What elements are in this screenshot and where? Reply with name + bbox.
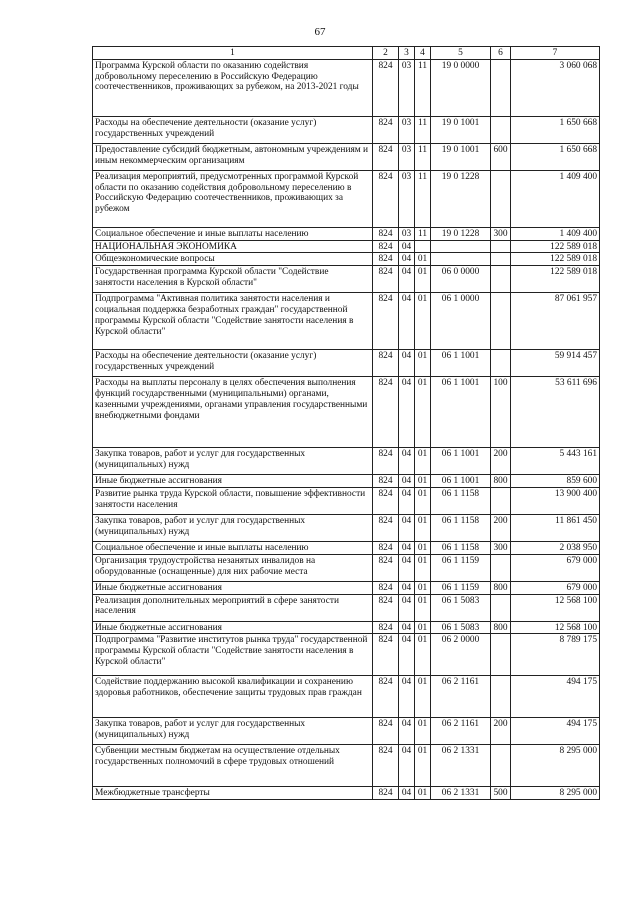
section-code-cell: 04 (399, 487, 415, 514)
target-article-cell (431, 240, 491, 253)
subsection-code-cell: 01 (415, 514, 431, 541)
target-article-cell: 19 0 1001 (431, 116, 491, 143)
section-code-cell: 04 (399, 594, 415, 621)
section-code-cell: 03 (399, 59, 415, 116)
subsection-code-cell: 11 (415, 170, 431, 227)
ved-code-cell: 824 (373, 227, 399, 240)
row-name-cell: Закупка товаров, работ и услуг для государственных (муниципальных) нужд (93, 514, 373, 541)
ved-code-cell: 824 (373, 240, 399, 253)
expense-type-cell: 200 (491, 448, 511, 475)
expense-type-cell (491, 676, 511, 718)
ved-code-cell: 824 (373, 634, 399, 676)
amount-cell: 8 789 175 (511, 634, 600, 676)
target-article-cell: 06 2 1161 (431, 676, 491, 718)
amount-cell: 1 409 400 (511, 170, 600, 227)
column-header: 6 (491, 47, 511, 60)
target-article-cell: 06 2 1331 (431, 787, 491, 800)
ved-code-cell: 824 (373, 170, 399, 227)
amount-cell: 122 589 018 (511, 240, 600, 253)
section-code-cell: 04 (399, 448, 415, 475)
expense-type-cell (491, 594, 511, 621)
expense-type-cell (491, 240, 511, 253)
table-row (93, 514, 600, 541)
section-code-cell: 04 (399, 634, 415, 676)
row-name-cell: Содействие поддержанию высокой квалификации и сохранению здоровья работников, обеспечение защиты трудовых прав граждан (93, 676, 373, 718)
expense-type-cell: 300 (491, 227, 511, 240)
section-code-cell: 04 (399, 581, 415, 594)
section-code-cell: 03 (399, 143, 415, 170)
subsection-code-cell: 01 (415, 253, 431, 266)
subsection-code-cell: 01 (415, 377, 431, 448)
target-article-cell: 06 1 1001 (431, 377, 491, 448)
section-code-cell: 04 (399, 718, 415, 745)
table-row (93, 621, 600, 634)
row-name-cell: Закупка товаров, работ и услуг для государственных (муниципальных) нужд (93, 448, 373, 475)
target-article-cell: 06 2 1331 (431, 745, 491, 787)
row-name-cell: Социальное обеспечение и иные выплаты населению (93, 227, 373, 240)
expense-type-cell (491, 634, 511, 676)
ved-code-cell: 824 (373, 514, 399, 541)
table-header-row (93, 47, 600, 60)
target-article-cell: 06 1 1159 (431, 554, 491, 581)
target-article-cell: 06 2 1161 (431, 718, 491, 745)
column-header: 1 (93, 47, 373, 60)
subsection-code-cell: 01 (415, 718, 431, 745)
table-row (93, 581, 600, 594)
section-code-cell: 04 (399, 350, 415, 377)
amount-cell: 8 295 000 (511, 787, 600, 800)
subsection-code-cell: 01 (415, 634, 431, 676)
ved-code-cell: 824 (373, 293, 399, 350)
subsection-code-cell: 01 (415, 293, 431, 350)
row-name-cell: Иные бюджетные ассигнования (93, 581, 373, 594)
subsection-code-cell: 01 (415, 621, 431, 634)
expense-type-cell (491, 59, 511, 116)
row-name-cell: Общеэкономические вопросы (93, 253, 373, 266)
expense-type-cell: 500 (491, 787, 511, 800)
table-row (93, 59, 600, 116)
row-name-cell: Социальное обеспечение и иные выплаты населению (93, 541, 373, 554)
expense-type-cell: 600 (491, 143, 511, 170)
row-name-cell: Закупка товаров, работ и услуг для государственных (муниципальных) нужд (93, 718, 373, 745)
page-number: 67 (314, 26, 326, 38)
expense-type-cell: 800 (491, 475, 511, 488)
expense-type-cell: 800 (491, 621, 511, 634)
row-name-cell: Развитие рынка труда Курской области, повышение эффективности занятости населения (93, 487, 373, 514)
ved-code-cell: 824 (373, 266, 399, 293)
ved-code-cell: 824 (373, 487, 399, 514)
ved-code-cell: 824 (373, 581, 399, 594)
ved-code-cell: 824 (373, 253, 399, 266)
section-code-cell: 03 (399, 116, 415, 143)
ved-code-cell: 824 (373, 676, 399, 718)
row-name-cell: Программа Курской области по оказанию содействия добровольному переселению в Российскую Федерацию соотечественников, проживающих за рубежом, на 2013-2021 годы (93, 59, 373, 116)
amount-cell: 12 568 100 (511, 594, 600, 621)
expense-type-cell: 100 (491, 377, 511, 448)
section-code-cell: 04 (399, 293, 415, 350)
expense-type-cell (491, 293, 511, 350)
amount-cell: 1 409 400 (511, 227, 600, 240)
budget-table (92, 46, 600, 800)
subsection-code-cell: 01 (415, 448, 431, 475)
amount-cell: 8 295 000 (511, 745, 600, 787)
section-code-cell: 04 (399, 266, 415, 293)
column-header: 4 (415, 47, 431, 60)
target-article-cell: 06 1 1158 (431, 514, 491, 541)
ved-code-cell: 824 (373, 448, 399, 475)
table-row (93, 475, 600, 488)
ved-code-cell: 824 (373, 541, 399, 554)
section-code-cell: 04 (399, 253, 415, 266)
amount-cell: 12 568 100 (511, 621, 600, 634)
ved-code-cell: 824 (373, 377, 399, 448)
table-row (93, 718, 600, 745)
row-name-cell: Расходы на выплаты персоналу в целях обеспечения выполнения функций государственными (муниципальными) органами, казенными учреждениями, органами управления государственными внебюджетными фондами (93, 377, 373, 448)
ved-code-cell: 824 (373, 475, 399, 488)
expense-type-cell (491, 745, 511, 787)
row-name-cell: Субвенции местным бюджетам на осуществление отдельных государственных полномочий в сфере трудовых отношений (93, 745, 373, 787)
subsection-code-cell: 01 (415, 676, 431, 718)
table-row (93, 253, 600, 266)
row-name-cell: Подпрограмма "Активная политика занятости населения и социальная поддержка безработных граждан" государственной программы Курской области "Содействие занятости населения в Курской области" (93, 293, 373, 350)
row-name-cell: Реализация дополнительных мероприятий в сфере занятости населения (93, 594, 373, 621)
column-header: 2 (373, 47, 399, 60)
table-row (93, 227, 600, 240)
section-code-cell: 04 (399, 377, 415, 448)
expense-type-cell (491, 253, 511, 266)
subsection-code-cell: 01 (415, 594, 431, 621)
section-code-cell: 03 (399, 170, 415, 227)
target-article-cell: 06 1 1158 (431, 541, 491, 554)
amount-cell: 53 611 696 (511, 377, 600, 448)
ved-code-cell: 824 (373, 143, 399, 170)
target-article-cell: 06 0 0000 (431, 266, 491, 293)
row-name-cell: Расходы на обеспечение деятельности (оказание услуг) государственных учреждений (93, 116, 373, 143)
target-article-cell (431, 253, 491, 266)
amount-cell: 122 589 018 (511, 253, 600, 266)
section-code-cell: 04 (399, 745, 415, 787)
column-header: 3 (399, 47, 415, 60)
target-article-cell: 19 0 1001 (431, 143, 491, 170)
table-body (93, 59, 600, 799)
amount-cell: 2 038 950 (511, 541, 600, 554)
table-row (93, 350, 600, 377)
amount-cell: 1 650 668 (511, 143, 600, 170)
amount-cell: 494 175 (511, 718, 600, 745)
subsection-code-cell: 01 (415, 787, 431, 800)
subsection-code-cell: 01 (415, 487, 431, 514)
table-row (93, 240, 600, 253)
table-row (93, 448, 600, 475)
section-code-cell: 04 (399, 554, 415, 581)
ved-code-cell: 824 (373, 594, 399, 621)
amount-cell: 3 060 068 (511, 59, 600, 116)
subsection-code-cell: 01 (415, 745, 431, 787)
amount-cell: 679 000 (511, 554, 600, 581)
ved-code-cell: 824 (373, 350, 399, 377)
table-row (93, 170, 600, 227)
row-name-cell: Реализация мероприятий, предусмотренных программой Курской области по оказанию содействия добровольному переселению в Российскую Федерацию соотечественников, проживающих за рубежом (93, 170, 373, 227)
expense-type-cell (491, 554, 511, 581)
target-article-cell: 19 0 1228 (431, 227, 491, 240)
expense-type-cell: 200 (491, 718, 511, 745)
subsection-code-cell: 01 (415, 266, 431, 293)
section-code-cell: 04 (399, 676, 415, 718)
target-article-cell: 19 0 0000 (431, 59, 491, 116)
section-code-cell: 04 (399, 787, 415, 800)
subsection-code-cell: 01 (415, 350, 431, 377)
expense-type-cell: 200 (491, 514, 511, 541)
table-row (93, 377, 600, 448)
row-name-cell: НАЦИОНАЛЬНАЯ ЭКОНОМИКА (93, 240, 373, 253)
subsection-code-cell: 11 (415, 116, 431, 143)
target-article-cell: 06 1 1001 (431, 475, 491, 488)
subsection-code-cell: 01 (415, 541, 431, 554)
row-name-cell: Подпрограмма "Развитие институтов рынка труда" государственной программы Курской области "Содействие занятости населения в Курской области" (93, 634, 373, 676)
expense-type-cell (491, 116, 511, 143)
table-row (93, 487, 600, 514)
target-article-cell: 06 1 1001 (431, 350, 491, 377)
amount-cell: 122 589 018 (511, 266, 600, 293)
table-row (93, 634, 600, 676)
ved-code-cell: 824 (373, 554, 399, 581)
subsection-code-cell: 01 (415, 475, 431, 488)
section-code-cell: 04 (399, 514, 415, 541)
row-name-cell: Иные бюджетные ассигнования (93, 621, 373, 634)
subsection-code-cell: 11 (415, 143, 431, 170)
row-name-cell: Организация трудоустройства незанятых инвалидов на оборудованные (оснащенные) для них рабочие места (93, 554, 373, 581)
expense-type-cell (491, 266, 511, 293)
subsection-code-cell (415, 240, 431, 253)
target-article-cell: 19 0 1228 (431, 170, 491, 227)
ved-code-cell: 824 (373, 621, 399, 634)
ved-code-cell: 824 (373, 745, 399, 787)
section-code-cell: 03 (399, 227, 415, 240)
target-article-cell: 06 1 1001 (431, 448, 491, 475)
expense-type-cell: 300 (491, 541, 511, 554)
subsection-code-cell: 11 (415, 59, 431, 116)
column-header: 5 (431, 47, 491, 60)
expense-type-cell (491, 350, 511, 377)
amount-cell: 859 600 (511, 475, 600, 488)
subsection-code-cell: 11 (415, 227, 431, 240)
amount-cell: 11 861 450 (511, 514, 600, 541)
subsection-code-cell: 01 (415, 581, 431, 594)
section-code-cell: 04 (399, 240, 415, 253)
table-row (93, 554, 600, 581)
target-article-cell: 06 1 5083 (431, 594, 491, 621)
ved-code-cell: 824 (373, 718, 399, 745)
table-row (93, 116, 600, 143)
target-article-cell: 06 1 1158 (431, 487, 491, 514)
expense-type-cell (491, 170, 511, 227)
section-code-cell: 04 (399, 621, 415, 634)
ved-code-cell: 824 (373, 787, 399, 800)
table-row (93, 745, 600, 787)
table-row (93, 676, 600, 718)
row-name-cell: Расходы на обеспечение деятельности (оказание услуг) государственных учреждений (93, 350, 373, 377)
target-article-cell: 06 1 0000 (431, 293, 491, 350)
row-name-cell: Межбюджетные трансферты (93, 787, 373, 800)
table-row (93, 594, 600, 621)
row-name-cell: Государственная программа Курской области "Содействие занятости населения в Курской области" (93, 266, 373, 293)
ved-code-cell: 824 (373, 59, 399, 116)
section-code-cell: 04 (399, 475, 415, 488)
table-row (93, 293, 600, 350)
row-name-cell: Иные бюджетные ассигнования (93, 475, 373, 488)
amount-cell: 679 000 (511, 581, 600, 594)
row-name-cell: Предоставление субсидий бюджетным, автономным учреждениям и иным некоммерческим организациям (93, 143, 373, 170)
amount-cell: 87 061 957 (511, 293, 600, 350)
subsection-code-cell: 01 (415, 554, 431, 581)
expense-type-cell (491, 487, 511, 514)
section-code-cell: 04 (399, 541, 415, 554)
amount-cell: 1 650 668 (511, 116, 600, 143)
amount-cell: 13 900 400 (511, 487, 600, 514)
table-row (93, 266, 600, 293)
target-article-cell: 06 1 1159 (431, 581, 491, 594)
table-row (93, 541, 600, 554)
ved-code-cell: 824 (373, 116, 399, 143)
target-article-cell: 06 1 5083 (431, 621, 491, 634)
column-header: 7 (511, 47, 600, 60)
target-article-cell: 06 2 0000 (431, 634, 491, 676)
amount-cell: 494 175 (511, 676, 600, 718)
table-row (93, 787, 600, 800)
amount-cell: 5 443 161 (511, 448, 600, 475)
table-row (93, 143, 600, 170)
expense-type-cell: 800 (491, 581, 511, 594)
amount-cell: 59 914 457 (511, 350, 600, 377)
